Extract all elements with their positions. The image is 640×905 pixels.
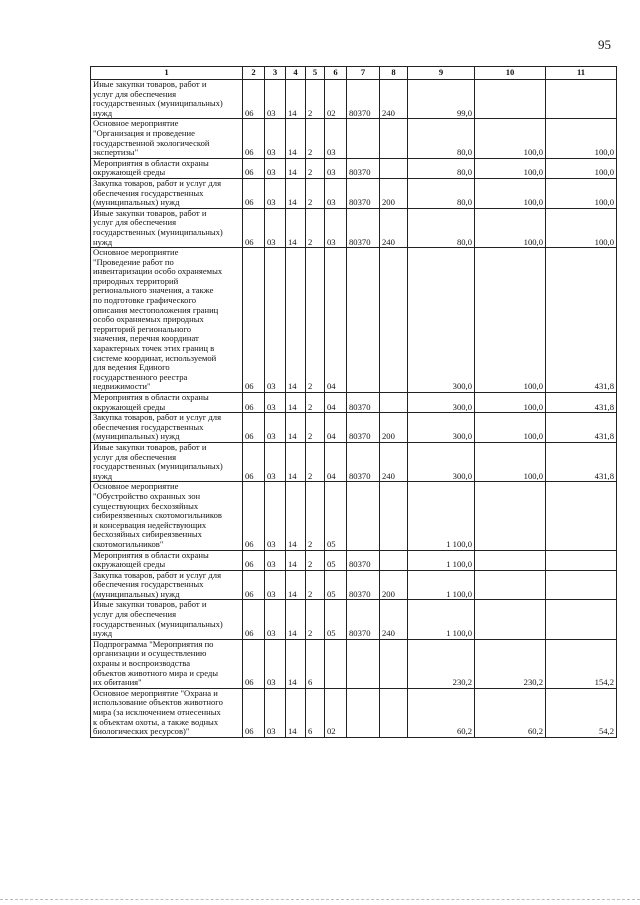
code-col-4: 14 (286, 178, 306, 208)
code-col-8: 200 (380, 178, 408, 208)
code-col-8 (380, 158, 408, 178)
column-header: 11 (546, 67, 617, 80)
amount-col-9: 300,0 (408, 442, 475, 481)
code-col-8 (380, 393, 408, 413)
amount-col-9: 1 100,0 (408, 550, 475, 570)
code-col-6: 05 (325, 482, 347, 550)
code-col-3: 03 (265, 158, 286, 178)
column-header: 3 (265, 67, 286, 80)
code-col-6 (325, 639, 347, 688)
amount-col-9: 80,0 (408, 208, 475, 247)
column-header: 2 (243, 67, 265, 80)
column-header: 1 (91, 67, 243, 80)
code-col-5: 2 (306, 158, 325, 178)
table-row (91, 442, 617, 481)
code-col-2: 06 (243, 570, 265, 600)
code-col-5: 6 (306, 688, 325, 737)
code-col-2: 06 (243, 482, 265, 550)
code-col-2: 06 (243, 413, 265, 443)
amount-col-9: 80,0 (408, 178, 475, 208)
table-row (91, 570, 617, 600)
code-col-5: 2 (306, 550, 325, 570)
amount-col-11 (546, 550, 617, 570)
amount-col-9: 99,0 (408, 80, 475, 119)
code-col-5: 2 (306, 442, 325, 481)
table-row (91, 158, 617, 178)
code-col-6: 02 (325, 80, 347, 119)
amount-col-10 (475, 482, 546, 550)
code-col-8 (380, 482, 408, 550)
code-col-3: 03 (265, 688, 286, 737)
amount-col-10: 100,0 (475, 178, 546, 208)
code-col-6: 03 (325, 119, 347, 158)
item-name: Иные закупки товаров, работ и услуг для обеспечения государственных (муниципальных) нужд (91, 600, 243, 639)
code-col-8: 200 (380, 413, 408, 443)
amount-col-9: 60,2 (408, 688, 475, 737)
amount-col-10: 100,0 (475, 393, 546, 413)
code-col-5: 2 (306, 208, 325, 247)
code-col-2: 06 (243, 178, 265, 208)
code-col-5: 2 (306, 570, 325, 600)
table-row (91, 482, 617, 550)
column-header: 9 (408, 67, 475, 80)
page-number: 95 (598, 37, 611, 52)
amount-col-10: 100,0 (475, 158, 546, 178)
code-col-7: 80370 (347, 80, 380, 119)
code-col-8: 240 (380, 80, 408, 119)
table-row (91, 600, 617, 639)
code-col-4: 14 (286, 600, 306, 639)
code-col-7: 80370 (347, 158, 380, 178)
code-col-2: 06 (243, 393, 265, 413)
code-col-4: 14 (286, 442, 306, 481)
code-col-3: 03 (265, 119, 286, 158)
amount-col-9: 300,0 (408, 413, 475, 443)
code-col-5: 2 (306, 178, 325, 208)
code-col-5: 2 (306, 248, 325, 393)
code-col-8: 240 (380, 208, 408, 247)
code-col-6: 03 (325, 208, 347, 247)
code-col-2: 06 (243, 80, 265, 119)
item-name: Закупка товаров, работ и услуг для обеспечения государственных (муниципальных) нужд (91, 413, 243, 443)
item-name: Основное мероприятие "Охрана и использование объектов животного мира (за исключением отнесенных к объектам охоты, а также водных биологических ресурсов)" (91, 688, 243, 737)
code-col-8 (380, 119, 408, 158)
code-col-5: 6 (306, 639, 325, 688)
amount-col-9: 80,0 (408, 158, 475, 178)
amount-col-11: 100,0 (546, 208, 617, 247)
code-col-7: 80370 (347, 208, 380, 247)
code-col-3: 03 (265, 208, 286, 247)
code-col-5: 2 (306, 482, 325, 550)
code-col-3: 03 (265, 413, 286, 443)
amount-col-9: 80,0 (408, 119, 475, 158)
code-col-2: 06 (243, 688, 265, 737)
code-col-6: 03 (325, 178, 347, 208)
amount-col-9: 300,0 (408, 248, 475, 393)
table-row (91, 80, 617, 119)
amount-col-10: 60,2 (475, 688, 546, 737)
column-header: 4 (286, 67, 306, 80)
amount-col-11: 431,8 (546, 393, 617, 413)
table-row (91, 393, 617, 413)
table-row (91, 639, 617, 688)
table-row (91, 688, 617, 737)
item-name: Основное мероприятие "Обустройство охранных зон существующих бесхозяйных сибиреязвенных скотомогильников и консервация недействующих бесхозяйных сибиреязвенных скотомогильников" (91, 482, 243, 550)
amount-col-10 (475, 550, 546, 570)
code-col-7: 80370 (347, 393, 380, 413)
amount-col-9: 300,0 (408, 393, 475, 413)
item-name: Подпрограмма "Мероприятия по организации и осуществлению охраны и воспроизводства объектов животного мира и среды их обитания" (91, 639, 243, 688)
column-header: 10 (475, 67, 546, 80)
code-col-7 (347, 119, 380, 158)
code-col-7 (347, 688, 380, 737)
item-name: Закупка товаров, работ и услуг для обеспечения государственных (муниципальных) нужд (91, 570, 243, 600)
item-name: Мероприятия в области охраны окружающей среды (91, 393, 243, 413)
code-col-3: 03 (265, 482, 286, 550)
code-col-2: 06 (243, 639, 265, 688)
code-col-4: 14 (286, 80, 306, 119)
code-col-6: 04 (325, 413, 347, 443)
code-col-3: 03 (265, 393, 286, 413)
code-col-8 (380, 550, 408, 570)
amount-col-10: 100,0 (475, 119, 546, 158)
code-col-8: 240 (380, 600, 408, 639)
code-col-2: 06 (243, 248, 265, 393)
code-col-2: 06 (243, 600, 265, 639)
table-header-row (91, 67, 617, 80)
amount-col-11: 431,8 (546, 413, 617, 443)
column-header: 6 (325, 67, 347, 80)
amount-col-11 (546, 600, 617, 639)
amount-col-11: 154,2 (546, 639, 617, 688)
code-col-3: 03 (265, 639, 286, 688)
table-row (91, 208, 617, 247)
page-bottom-edge (0, 899, 640, 900)
code-col-4: 14 (286, 119, 306, 158)
code-col-7: 80370 (347, 550, 380, 570)
code-col-5: 2 (306, 413, 325, 443)
code-col-3: 03 (265, 80, 286, 119)
code-col-7: 80370 (347, 600, 380, 639)
table-row (91, 413, 617, 443)
amount-col-11: 54,2 (546, 688, 617, 737)
code-col-3: 03 (265, 550, 286, 570)
code-col-4: 14 (286, 158, 306, 178)
code-col-5: 2 (306, 393, 325, 413)
item-name: Иные закупки товаров, работ и услуг для обеспечения государственных (муниципальных) нужд (91, 442, 243, 481)
code-col-4: 14 (286, 208, 306, 247)
code-col-6: 05 (325, 570, 347, 600)
code-col-3: 03 (265, 442, 286, 481)
code-col-8 (380, 688, 408, 737)
code-col-7 (347, 639, 380, 688)
amount-col-9: 1 100,0 (408, 600, 475, 639)
amount-col-9: 1 100,0 (408, 482, 475, 550)
code-col-8 (380, 639, 408, 688)
amount-col-11: 100,0 (546, 119, 617, 158)
code-col-4: 14 (286, 482, 306, 550)
code-col-2: 06 (243, 119, 265, 158)
code-col-2: 06 (243, 442, 265, 481)
amount-col-10 (475, 600, 546, 639)
code-col-2: 06 (243, 158, 265, 178)
item-name: Мероприятия в области охраны окружающей среды (91, 158, 243, 178)
code-col-6: 05 (325, 600, 347, 639)
code-col-3: 03 (265, 178, 286, 208)
code-col-4: 14 (286, 248, 306, 393)
code-col-7: 80370 (347, 178, 380, 208)
item-name: Основное мероприятие "Проведение работ по инвентаризации особо охраняемых природных территорий регионального значения, а также по подготовке графического описания местоположения границ особо охраняемых природных территорий регионального значения, перечня координат характерных точек этих границ в системе координат, используемой для ведения Единого государственного реестра недвижимости" (91, 248, 243, 393)
amount-col-10 (475, 570, 546, 600)
code-col-6: 04 (325, 442, 347, 481)
code-col-4: 14 (286, 688, 306, 737)
code-col-7 (347, 482, 380, 550)
code-col-8: 200 (380, 570, 408, 600)
code-col-7: 80370 (347, 413, 380, 443)
code-col-5: 2 (306, 80, 325, 119)
code-col-2: 06 (243, 208, 265, 247)
item-name: Мероприятия в области охраны окружающей среды (91, 550, 243, 570)
item-name: Иные закупки товаров, работ и услуг для обеспечения государственных (муниципальных) нужд (91, 80, 243, 119)
amount-col-10: 100,0 (475, 208, 546, 247)
amount-col-9: 230,2 (408, 639, 475, 688)
amount-col-10: 100,0 (475, 248, 546, 393)
code-col-6: 04 (325, 393, 347, 413)
amount-col-11: 100,0 (546, 178, 617, 208)
table-row (91, 119, 617, 158)
column-header: 7 (347, 67, 380, 80)
code-col-6: 03 (325, 158, 347, 178)
code-col-4: 14 (286, 393, 306, 413)
item-name: Основное мероприятие "Организация и проведение государственной экологической экспертизы" (91, 119, 243, 158)
amount-col-10 (475, 80, 546, 119)
amount-col-11 (546, 80, 617, 119)
item-name: Иные закупки товаров, работ и услуг для обеспечения государственных (муниципальных) нужд (91, 208, 243, 247)
code-col-7: 80370 (347, 570, 380, 600)
amount-col-11: 431,8 (546, 248, 617, 393)
code-col-4: 14 (286, 639, 306, 688)
amount-col-10: 230,2 (475, 639, 546, 688)
code-col-8: 240 (380, 442, 408, 481)
amount-col-11: 100,0 (546, 158, 617, 178)
code-col-4: 14 (286, 550, 306, 570)
code-col-3: 03 (265, 600, 286, 639)
amount-col-11 (546, 570, 617, 600)
table-row (91, 550, 617, 570)
item-name: Закупка товаров, работ и услуг для обеспечения государственных (муниципальных) нужд (91, 178, 243, 208)
column-header: 8 (380, 67, 408, 80)
code-col-4: 14 (286, 570, 306, 600)
table-row (91, 248, 617, 393)
amount-col-10: 100,0 (475, 413, 546, 443)
table-row (91, 178, 617, 208)
code-col-6: 05 (325, 550, 347, 570)
table-body (91, 80, 617, 738)
amount-col-11 (546, 482, 617, 550)
code-col-7: 80370 (347, 442, 380, 481)
code-col-7 (347, 248, 380, 393)
code-col-3: 03 (265, 248, 286, 393)
amount-col-10: 100,0 (475, 442, 546, 481)
code-col-2: 06 (243, 550, 265, 570)
code-col-5: 2 (306, 600, 325, 639)
amount-col-11: 431,8 (546, 442, 617, 481)
code-col-8 (380, 248, 408, 393)
amount-col-9: 1 100,0 (408, 570, 475, 600)
code-col-6: 02 (325, 688, 347, 737)
code-col-4: 14 (286, 413, 306, 443)
code-col-6: 04 (325, 248, 347, 393)
code-col-5: 2 (306, 119, 325, 158)
budget-table (90, 66, 617, 738)
column-header: 5 (306, 67, 325, 80)
code-col-3: 03 (265, 570, 286, 600)
